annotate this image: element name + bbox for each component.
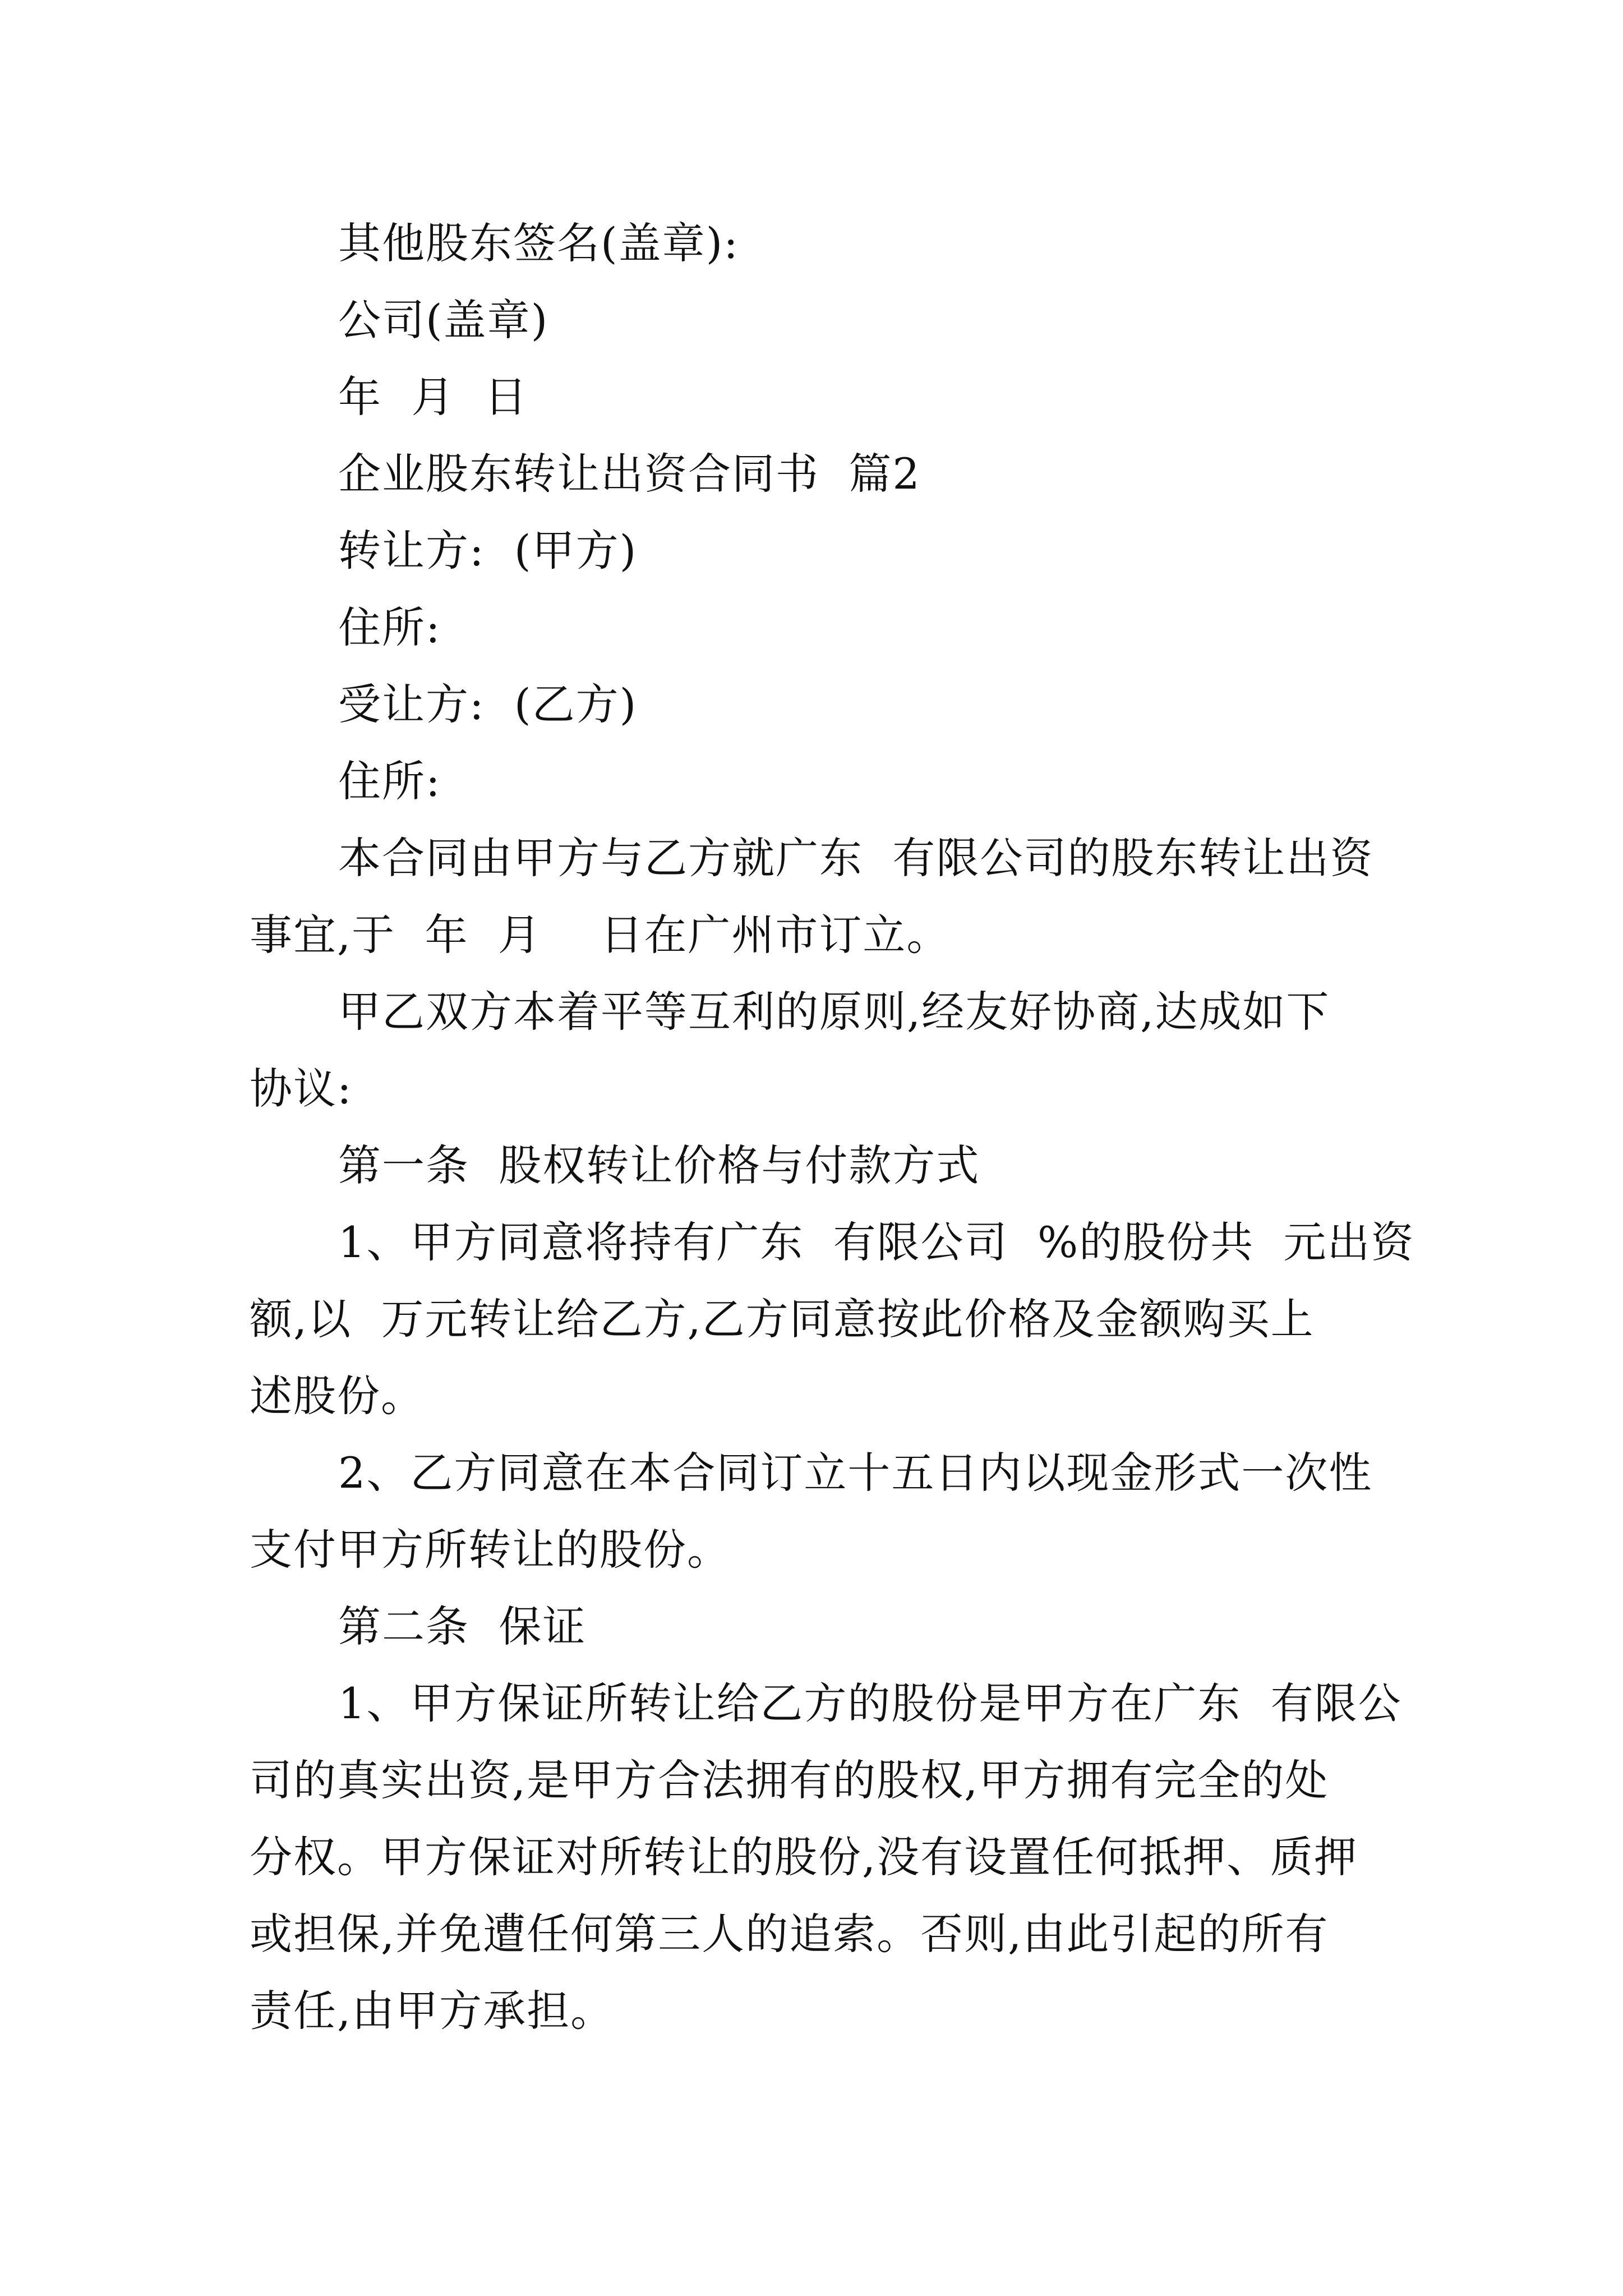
article-1-item-1-line-2: 额,以 万元转让给乙方,乙方同意按此价格及金额购买上 bbox=[250, 1294, 1315, 1344]
intro-line-2: 事宜,于 年 月 日在广州市订立。 bbox=[250, 910, 951, 960]
agreement-line-1: 甲乙双方本着平等互利的原则,经友好协商,达成如下 bbox=[338, 987, 1330, 1037]
transferee-address-line: 住所: bbox=[338, 756, 441, 806]
other-shareholder-signature-line: 其他股东签名(盖章): bbox=[338, 218, 739, 268]
article-1-item-1 bbox=[250, 1204, 1415, 1434]
company-seal-line: 公司(盖章) bbox=[338, 295, 549, 345]
transferor-address-line: 住所: bbox=[338, 602, 441, 652]
agreement-line-2: 协议: bbox=[250, 1064, 353, 1114]
intro-line-1: 本合同由甲方与乙方就广东 有限公司的股东转让出资 bbox=[338, 833, 1374, 883]
article-1-item-2-line-1: 2、乙方同意在本合同订立十五日内以现金形式一次性 bbox=[338, 1448, 1373, 1498]
agreement-paragraph bbox=[250, 973, 1388, 1127]
article-2-item-1-line-5: 责任,由甲方承担。 bbox=[250, 1986, 615, 2036]
date-line: 年 月 日 bbox=[338, 372, 528, 422]
transferee-line: 受让方: (乙方) bbox=[338, 679, 638, 729]
article-1-item-1-line-1: 1、甲方同意将持有广东 有限公司 %的股份共 元出资 bbox=[338, 1217, 1415, 1267]
article-1-title: 第一条 股权转让价格与付款方式 bbox=[338, 1140, 980, 1190]
article-1-item-2-line-2: 支付甲方所转让的股份。 bbox=[250, 1525, 731, 1575]
article-1-item-2 bbox=[250, 1434, 1388, 1588]
contract-title: 企业股东转让出资合同书 篇2 bbox=[338, 449, 921, 499]
article-1-item-1-line-3: 述股份。 bbox=[250, 1371, 425, 1421]
transferor-line: 转让方: (甲方) bbox=[338, 526, 638, 576]
article-2-title: 第二条 保证 bbox=[338, 1602, 587, 1651]
intro-paragraph bbox=[250, 820, 1388, 973]
document-body bbox=[250, 205, 1415, 2049]
article-2-item-1-line-3: 分权。甲方保证对所转让的股份,没有设置任何抵押、质押 bbox=[250, 1832, 1358, 1882]
article-2-item-1 bbox=[250, 1665, 1402, 2049]
article-2-item-1-line-2: 司的真实出资,是甲方合法拥有的股权,甲方拥有完全的处 bbox=[250, 1755, 1329, 1805]
article-2-item-1-line-4: 或担保,并免遭任何第三人的追索。否则,由此引起的所有 bbox=[250, 1909, 1329, 1959]
article-2-item-1-line-1: 1、甲方保证所转让给乙方的股份是甲方在广东 有限公 bbox=[338, 1678, 1402, 1728]
